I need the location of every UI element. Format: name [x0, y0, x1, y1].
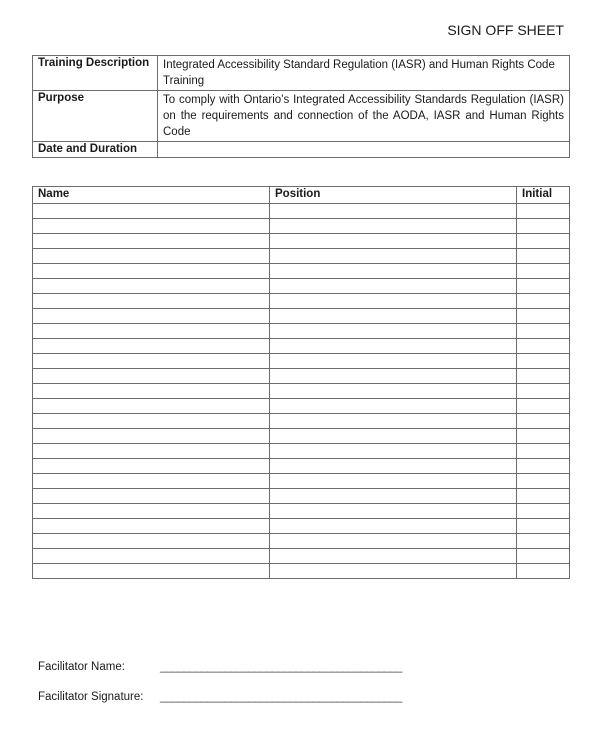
sign-row — [33, 444, 570, 459]
column-header-initial: Initial — [517, 187, 570, 204]
position-cell[interactable] — [270, 564, 517, 579]
initial-cell[interactable] — [517, 324, 570, 339]
initial-cell[interactable] — [517, 384, 570, 399]
info-row-training-description — [33, 56, 570, 91]
name-cell[interactable] — [33, 219, 270, 234]
name-cell[interactable] — [33, 534, 270, 549]
sign-row — [33, 504, 570, 519]
initial-cell[interactable] — [517, 309, 570, 324]
initial-cell[interactable] — [517, 369, 570, 384]
name-cell[interactable] — [33, 564, 270, 579]
info-value-field[interactable] — [158, 142, 570, 158]
name-cell[interactable] — [33, 294, 270, 309]
initial-cell[interactable] — [517, 234, 570, 249]
name-cell[interactable] — [33, 324, 270, 339]
name-cell[interactable] — [33, 234, 270, 249]
initial-cell[interactable] — [517, 504, 570, 519]
name-cell[interactable] — [33, 414, 270, 429]
initial-cell[interactable] — [517, 474, 570, 489]
position-cell[interactable] — [270, 369, 517, 384]
sign-row — [33, 309, 570, 324]
facilitator-name-label: Facilitator Name: — [38, 661, 125, 673]
position-cell[interactable] — [270, 324, 517, 339]
position-cell[interactable] — [270, 264, 517, 279]
sign-row — [33, 234, 570, 249]
name-cell[interactable] — [33, 444, 270, 459]
name-cell[interactable] — [33, 384, 270, 399]
initial-cell[interactable] — [517, 294, 570, 309]
sign-row — [33, 204, 570, 219]
name-cell[interactable] — [33, 489, 270, 504]
initial-cell[interactable] — [517, 414, 570, 429]
initial-cell[interactable] — [517, 519, 570, 534]
position-cell[interactable] — [270, 489, 517, 504]
initial-cell[interactable] — [517, 204, 570, 219]
sign-row — [33, 384, 570, 399]
initial-cell[interactable] — [517, 459, 570, 474]
name-cell[interactable] — [33, 354, 270, 369]
initial-cell[interactable] — [517, 354, 570, 369]
position-cell[interactable] — [270, 249, 517, 264]
name-cell[interactable] — [33, 459, 270, 474]
initial-cell[interactable] — [517, 264, 570, 279]
sign-row — [33, 369, 570, 384]
sign-row — [33, 339, 570, 354]
position-cell[interactable] — [270, 504, 517, 519]
name-cell[interactable] — [33, 264, 270, 279]
name-cell[interactable] — [33, 369, 270, 384]
info-value: To comply with Ontario’s Integrated Accessibility Standards Regulation (IASR) on the requirements and connection of the AODA, IASR and Human Rights Code — [158, 91, 570, 142]
sign-row — [33, 459, 570, 474]
position-cell[interactable] — [270, 534, 517, 549]
sign-row — [33, 474, 570, 489]
position-cell[interactable] — [270, 309, 517, 324]
facilitator-name-row — [38, 661, 402, 673]
position-cell[interactable] — [270, 549, 517, 564]
sign-row — [33, 429, 570, 444]
sign-off-table — [32, 186, 570, 579]
sign-row — [33, 324, 570, 339]
initial-cell[interactable] — [517, 249, 570, 264]
sign-row — [33, 354, 570, 369]
name-cell[interactable] — [33, 399, 270, 414]
position-cell[interactable] — [270, 399, 517, 414]
name-cell[interactable] — [33, 429, 270, 444]
info-row-purpose — [33, 91, 570, 142]
sign-row — [33, 279, 570, 294]
initial-cell[interactable] — [517, 444, 570, 459]
initial-cell[interactable] — [517, 339, 570, 354]
name-cell[interactable] — [33, 549, 270, 564]
facilitator-signature-label: Facilitator Signature: — [38, 691, 144, 703]
sign-row — [33, 534, 570, 549]
name-cell[interactable] — [33, 279, 270, 294]
position-cell[interactable] — [270, 519, 517, 534]
column-header-position: Position — [270, 187, 517, 204]
name-cell[interactable] — [33, 309, 270, 324]
column-header-name: Name — [33, 187, 270, 204]
initial-cell[interactable] — [517, 399, 570, 414]
name-cell[interactable] — [33, 504, 270, 519]
sign-row — [33, 264, 570, 279]
position-cell[interactable] — [270, 204, 517, 219]
sign-row — [33, 294, 570, 309]
initial-cell[interactable] — [517, 429, 570, 444]
position-cell[interactable] — [270, 219, 517, 234]
initial-cell[interactable] — [517, 219, 570, 234]
position-cell[interactable] — [270, 354, 517, 369]
info-label: Date and Duration — [33, 142, 158, 158]
sign-row — [33, 549, 570, 564]
initial-cell[interactable] — [517, 564, 570, 579]
name-cell[interactable] — [33, 249, 270, 264]
sign-header-row — [33, 187, 570, 204]
position-cell[interactable] — [270, 459, 517, 474]
initial-cell[interactable] — [517, 534, 570, 549]
name-cell[interactable] — [33, 339, 270, 354]
facilitator-signature-row — [38, 691, 402, 703]
sign-row — [33, 489, 570, 504]
sign-row — [33, 414, 570, 429]
info-value: Integrated Accessibility Standard Regulation (IASR) and Human Rights Code Training — [158, 56, 570, 91]
initial-cell[interactable] — [517, 279, 570, 294]
sign-row — [33, 249, 570, 264]
facilitator-signature-field[interactable]: _________________________________________ — [160, 691, 402, 703]
info-label: Training Description — [33, 56, 158, 91]
info-row-date-duration — [33, 142, 570, 158]
sign-row — [33, 219, 570, 234]
position-cell[interactable] — [270, 384, 517, 399]
position-cell[interactable] — [270, 414, 517, 429]
initial-cell[interactable] — [517, 549, 570, 564]
position-cell[interactable] — [270, 429, 517, 444]
position-cell[interactable] — [270, 279, 517, 294]
name-cell[interactable] — [33, 474, 270, 489]
training-info-table — [32, 55, 570, 158]
position-cell[interactable] — [270, 444, 517, 459]
page-title: SIGN OFF SHEET — [447, 22, 564, 38]
initial-cell[interactable] — [517, 489, 570, 504]
sign-row — [33, 399, 570, 414]
sign-row — [33, 564, 570, 579]
position-cell[interactable] — [270, 474, 517, 489]
position-cell[interactable] — [270, 294, 517, 309]
name-cell[interactable] — [33, 519, 270, 534]
name-cell[interactable] — [33, 204, 270, 219]
position-cell[interactable] — [270, 339, 517, 354]
info-label: Purpose — [33, 91, 158, 142]
sign-row — [33, 519, 570, 534]
position-cell[interactable] — [270, 234, 517, 249]
facilitator-name-field[interactable]: _________________________________________ — [160, 661, 402, 673]
